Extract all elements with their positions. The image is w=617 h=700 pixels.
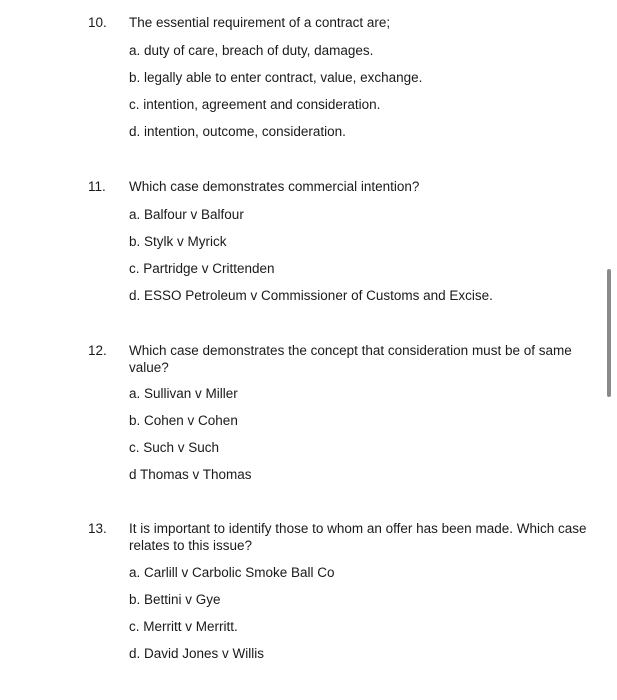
option-d[interactable]: d. ESSO Petroleum v Commissioner of Customs and Excise. — [129, 288, 493, 303]
option-d[interactable]: d. intention, outcome, consideration. — [129, 124, 346, 139]
vertical-scrollbar[interactable] — [607, 269, 611, 397]
option-a[interactable]: a. Carlill v Carbolic Smoke Ball Co — [129, 565, 335, 580]
option-a[interactable]: a. Sullivan v Miller — [129, 386, 238, 401]
option-b[interactable]: b. Cohen v Cohen — [129, 413, 238, 428]
question-text: Which case demonstrates the concept that consideration must be of same value? — [129, 343, 572, 375]
question-text: Which case demonstrates commercial intention? — [129, 179, 420, 194]
question-number: 10. — [88, 15, 107, 30]
option-d[interactable]: d Thomas v Thomas — [129, 467, 252, 482]
option-c[interactable]: c. Merritt v Merritt. — [129, 619, 238, 634]
question-number: 13. — [88, 521, 107, 536]
option-a[interactable]: a. duty of care, breach of duty, damages. — [129, 43, 374, 58]
option-b[interactable]: b. Stylk v Myrick — [129, 234, 227, 249]
question-number: 12. — [88, 343, 107, 358]
option-d[interactable]: d. David Jones v Willis — [129, 646, 265, 661]
option-c[interactable]: c. Partridge v Crittenden — [129, 261, 275, 276]
option-c[interactable]: c. Such v Such — [129, 440, 220, 455]
question-text: The essential requirement of a contract are; — [129, 15, 391, 30]
option-b[interactable]: b. Bettini v Gye — [129, 592, 221, 607]
option-b[interactable]: b. legally able to enter contract, value, exchange. — [129, 70, 423, 85]
question-number: 11. — [88, 179, 106, 194]
question-text: It is important to identify those to whom an offer has been made. Which case relates to this issue? — [129, 521, 587, 553]
option-c[interactable]: c. intention, agreement and consideration. — [129, 97, 381, 112]
option-a[interactable]: a. Balfour v Balfour — [129, 207, 244, 222]
